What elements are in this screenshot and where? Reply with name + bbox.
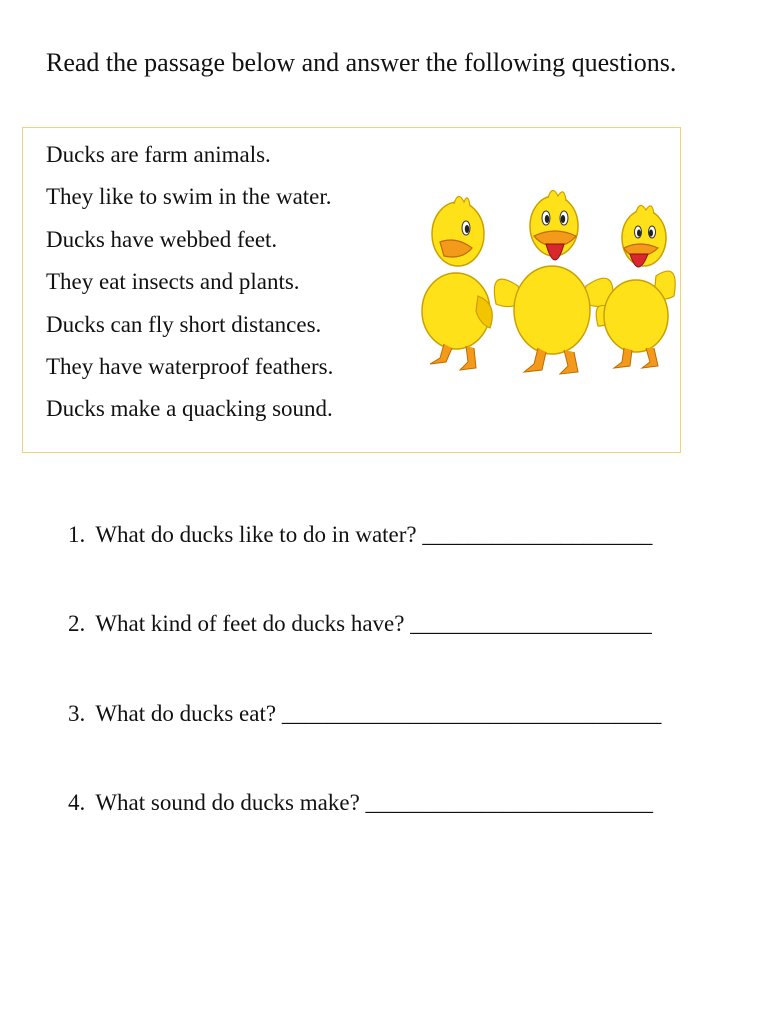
answer-blank[interactable]: _________________________________ [281,700,662,726]
answer-blank[interactable]: ____________________ [422,522,653,547]
questions-list [68,518,661,875]
question-item [68,697,661,786]
passage-text [46,138,333,435]
three-ducklings-illustration [418,186,678,382]
passage-line: They have waterproof feathers. [46,353,334,379]
question-text: What sound do ducks make? [95,789,360,815]
answer-blank[interactable]: _________________________ [365,789,654,815]
question-item [68,607,661,696]
passage-line: They eat insects and plants. [46,269,300,295]
instructions-heading: Read the passage below and answer the following questions. [46,48,677,77]
question-item [68,518,661,607]
passage-line: Ducks can fly short distances. [46,311,322,337]
question-text: What kind of feet do ducks have? [95,611,405,637]
duckling-left-icon [422,196,492,370]
question-number: 2. [68,611,86,637]
passage-box [22,127,681,453]
passage-line: They like to swim in the water. [46,184,332,210]
passage-line: Ducks make a quacking sound. [46,396,333,422]
question-number: 1. [68,522,86,547]
question-item [68,786,661,875]
duckling-middle-icon [494,190,613,374]
answer-blank[interactable]: _____________________ [410,611,652,637]
question-number: 4. [68,789,86,815]
question-text: What do ducks like to do in water? [95,522,417,547]
passage-line: Ducks have webbed feet. [46,226,278,252]
passage-line: Ducks are farm animals. [46,142,271,167]
question-text: What do ducks eat? [95,700,277,726]
question-number: 3. [68,700,86,726]
